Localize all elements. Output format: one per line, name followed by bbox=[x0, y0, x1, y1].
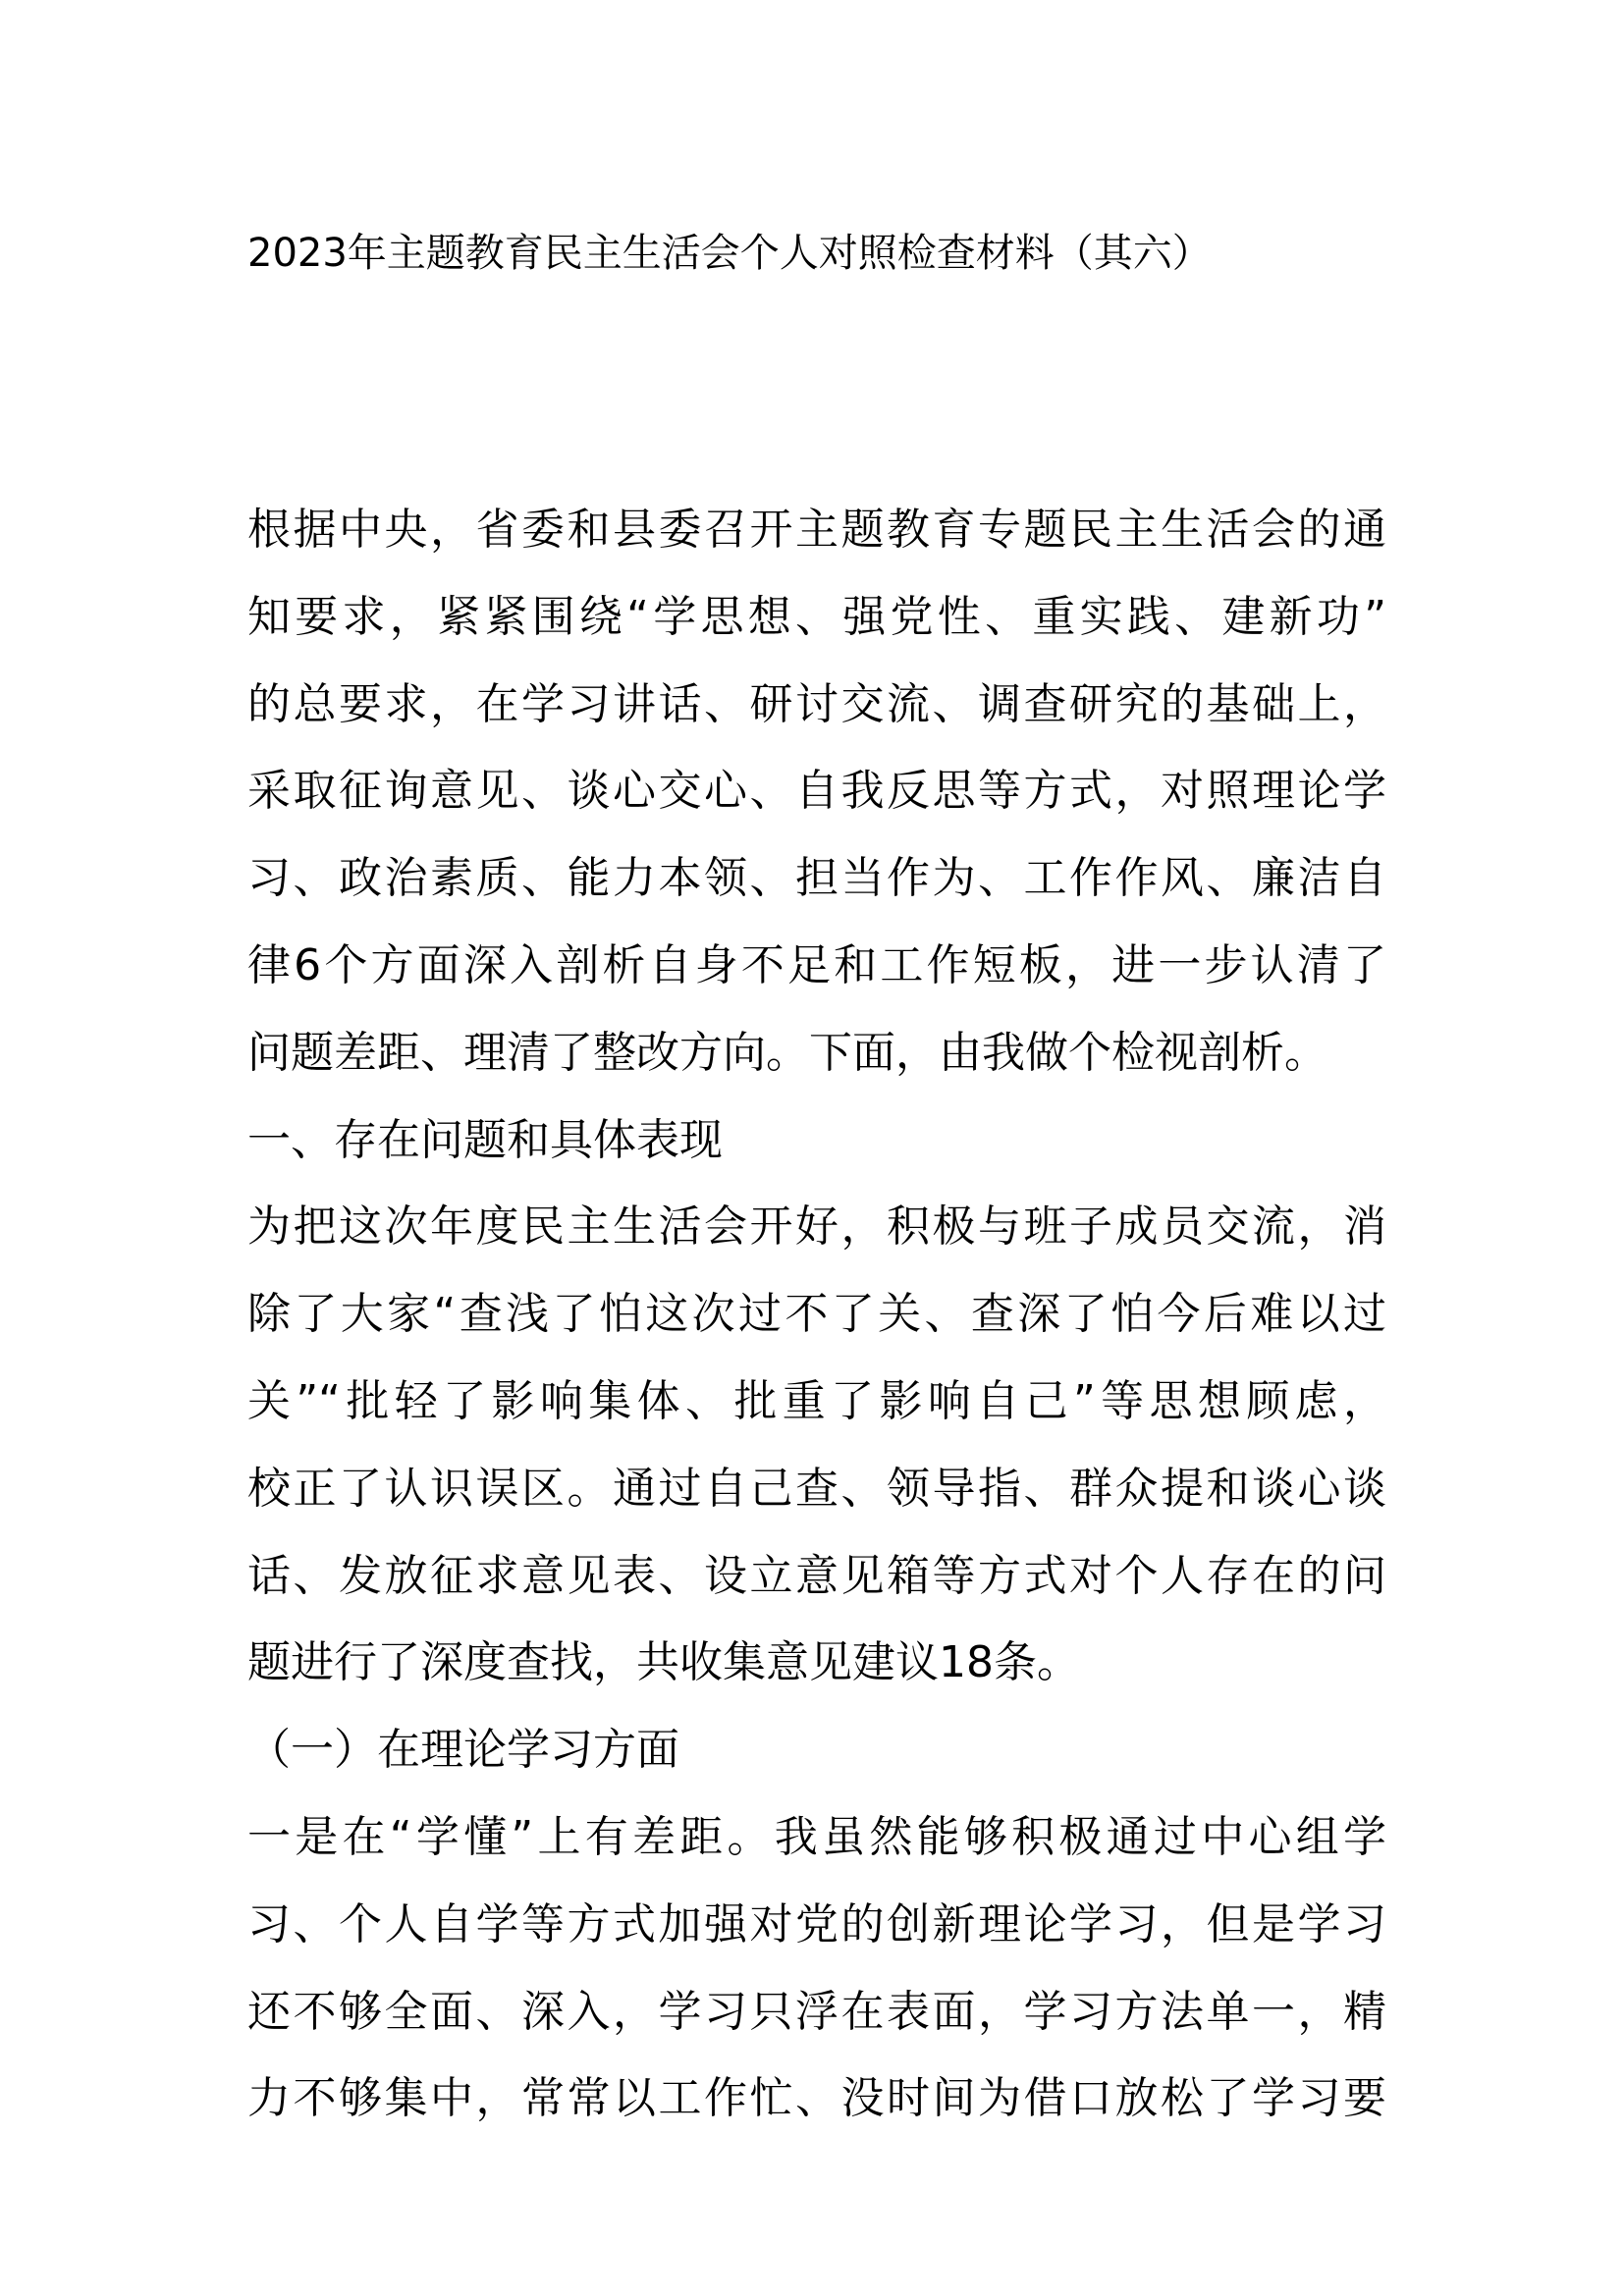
body-line: 习、政治素质、能力本领、担当作为、工作作风、廉洁自 bbox=[247, 853, 1386, 904]
subsection-heading: （一）在理论学习方面 bbox=[247, 1725, 679, 1776]
body-line: 话、发放征求意见表、设立意见箱等方式对个人存在的问 bbox=[247, 1550, 1386, 1601]
body-line: 律6个方面深入剖析自身不足和工作短板，进一步认清了 bbox=[247, 939, 1386, 990]
body-line: 的总要求，在学习讲话、研讨交流、调查研究的基础上， bbox=[247, 678, 1386, 729]
body-line: 为把这次年度民主生活会开好，积极与班子成员交流，消 bbox=[247, 1201, 1386, 1253]
body-line: 问题差距、理清了整改方向。下面，由我做个检视剖析。 bbox=[247, 1027, 1327, 1078]
section-heading: 一、存在问题和具体表现 bbox=[247, 1114, 723, 1165]
document-title: 2023年主题教育民主生活会个人对照检查材料（其六） bbox=[247, 231, 1212, 276]
body-line: 力不够集中，常常以工作忙、没时间为借口放松了学习要 bbox=[247, 2073, 1386, 2124]
body-line: 习、个人自学等方式加强对党的创新理论学习，但是学习 bbox=[247, 1898, 1386, 1949]
body-line: 题进行了深度查找，共收集意见建议18条。 bbox=[247, 1637, 1080, 1688]
body-line: 知要求，紧紧围绕“学思想、强党性、重实践、建新功” bbox=[247, 591, 1386, 642]
body-line: 还不够全面、深入，学习只浮在表面，学习方法单一，精 bbox=[247, 1986, 1386, 2037]
body-line: 关”“批轻了影响集体、批重了影响自己”等思想顾虑， bbox=[247, 1375, 1386, 1426]
body-line: 除了大家“查浅了怕这次过不了关、查深了怕今后难以过 bbox=[247, 1289, 1386, 1340]
body-line: 采取征询意见、谈心交心、自我反思等方式，对照理论学 bbox=[247, 766, 1386, 817]
body-line: 根据中央，省委和县委召开主题教育专题民主生活会的通 bbox=[247, 505, 1386, 555]
document-body bbox=[247, 487, 1386, 2143]
body-line: 一是在“学懂”上有差距。我虽然能够积极通过中心组学 bbox=[247, 1811, 1386, 1862]
body-line: 校正了认识误区。通过自己查、领导指、群众提和谈心谈 bbox=[247, 1463, 1386, 1514]
